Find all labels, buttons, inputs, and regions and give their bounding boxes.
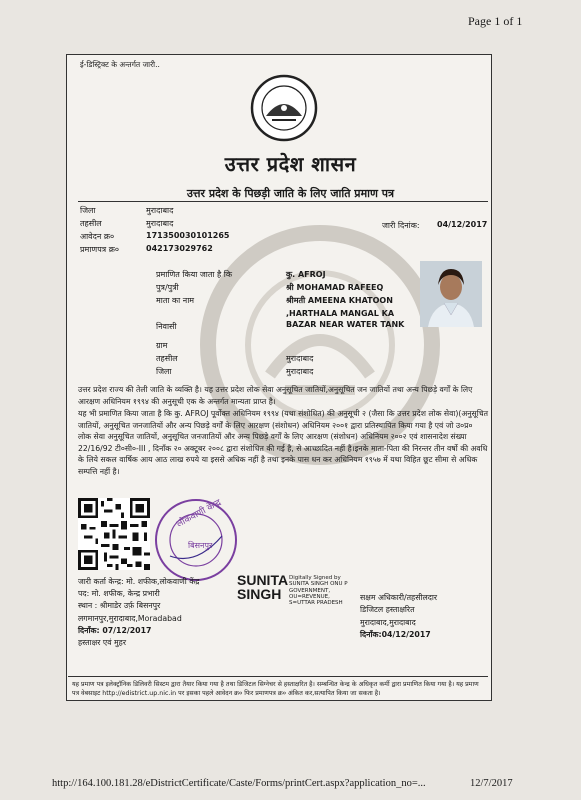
person-district-value: मुरादाबाद xyxy=(286,367,314,376)
issuer-date: दिनाँक: 07/12/2017 xyxy=(78,625,152,635)
issuer-center: जारी कर्ता केन्द्र: मो. शफीक,लोकवाणी केंद्र xyxy=(78,577,200,586)
qr-code xyxy=(78,498,150,570)
officer-digital-signed: डिजिटल हस्ताक्षरित xyxy=(360,605,415,615)
sig-detail-line: SUNITA SINGH ONU P xyxy=(289,581,348,588)
issue-date-value: 04/12/2017 xyxy=(437,220,488,229)
village-label: ग्राम xyxy=(156,341,168,350)
up-government-emblem xyxy=(250,74,318,142)
print-url: http://164.100.181.28/eDistrictCertificate/Caste/Forms/printCert.aspx?application_no=... xyxy=(52,778,426,789)
application-no-value: 171350030101265 xyxy=(146,231,230,240)
father-name: श्री MOHAMAD RAFEEQ xyxy=(286,283,384,292)
issue-date-label: जारी दिनांक: xyxy=(382,221,420,230)
certificate-no-value: 042173029762 xyxy=(146,244,213,253)
footer-note: यह प्रमाण पत्र इलेक्ट्रॉनिक डिलिवरी सिस्टम द्वारा तैयार किया गया है तथा डिजिटल सिग्नेचर से हस्ताक्षरित है। सम्बन्धित केन्द्र के अधिकृत कर्मी द्वारा प्रमाणित किया गया है। यह प्रमाण पत्र वेबसाइट http://edistrict.up.nic.in पर इसका पहले आवेदन क्र० फिर प्रमाणपत्र क्र० अंकित कर,सत्यापित किया जा सकता है। xyxy=(72,681,479,697)
sig-detail-line: GOVERNMENT, xyxy=(289,587,331,594)
signature-details xyxy=(289,575,348,606)
officer-designation: सक्षम अधिकारी/तहसीलदार xyxy=(360,593,438,602)
sig-detail-line: S=UTTAR PRADESH xyxy=(289,600,343,607)
resident-label: निवासी xyxy=(156,322,177,331)
stamp-text: लोकवाणी केन्द्र xyxy=(175,497,224,530)
signer-last-name: SINGH xyxy=(237,586,282,602)
tehsil-value: मुरादाबाद xyxy=(146,219,174,228)
district-value: मुरादाबाद xyxy=(146,206,174,215)
print-date: 12/7/2017 xyxy=(470,778,513,789)
footer-rule xyxy=(68,676,488,677)
officer-location: मुरादाबाद,मुरादाबाद xyxy=(360,617,416,627)
government-heading: उत्तर प्रदेश शासन xyxy=(224,152,357,176)
child-of-label: पुत्र/पुत्री xyxy=(156,283,179,292)
signature-seal-label: हस्ताक्षर एवं मुहर xyxy=(78,638,127,648)
officer-date: दिनाँक:04/12/2017 xyxy=(360,630,431,640)
person-district-label: जिला xyxy=(156,367,172,376)
title-rule xyxy=(78,201,488,202)
signer-first-name: SUNITA xyxy=(237,572,289,588)
applicant-photo xyxy=(420,261,482,327)
certification-paragraph: यह भी प्रमाणित किया जाता है कि कु. AFROJ पूर्वोक्त अधिनियम १९९४ (यथा संशोधित) की अनुसूची २ (जैसा कि उत्तर प्रदेश लोक सेवा)(अनुसूचित जातियों, अनुसूचित जनजातियों और अन्य पिछड़े वर्गों के लिए आरक्षण (संशोधन) अधिनियम २००१ द्वारा प्रतिस्थापित किया गया है एवं जो उ०प्र० लोक सेवा अनुसूचित जातियों, अनुसूचित जनजातियों और अन्य पिछड़े वर्गों के लिए आरक्षण (संशोधन) अधिनियम २००२ एवं शासनादेश संख्या 22/16/92 टी०सी०-III , दिनाँक २० अक्टूबर २००८ द्वारा संशोधित की गई है, से आच्छादित नहीं है।इनके माता-पिता की निरन्तर तीन वर्षो की अवधि के लिये सकल वार्षिक आय आठ लाख रुपये या इससे अधिक नहीं है तथा इनके पास धन कर अधिनियम १९५७ में यथा विहित छूट सीमा से अधिक सम्पत्ति नहीं है। xyxy=(78,409,488,476)
certify-label: प्रमाणित किया जाता है कि xyxy=(156,270,233,279)
page-number: Page 1 of 1 xyxy=(468,14,523,28)
application-no-label: आवेदन क्र० xyxy=(80,232,115,241)
officer-block xyxy=(360,592,437,642)
certificate-no-label: प्रमाणपत्र क्र० xyxy=(80,245,119,254)
person-tehsil-value: मुरादाबाद xyxy=(286,354,314,363)
mother-label: माता का नाम xyxy=(156,296,195,305)
caste-paragraph: उत्तर प्रदेश राज्य की तेली जाति के व्यक्ति है। यह उत्तर प्रदेश लोक सेवा अनुसूचित जातियों,अनुसूचित जन जातियों तथा अन्य पिछड़े वर्गों के लिए आरक्षण अधिनियम १९९४ की अनुसूची एक के अन्तर्गत मान्यता प्राप्त है। xyxy=(78,385,473,406)
tehsil-label: तहसील xyxy=(80,219,102,228)
person-tehsil-label: तहसील xyxy=(156,354,178,363)
district-label: जिला xyxy=(80,206,96,215)
digital-signature xyxy=(237,573,288,601)
certificate-title: उत्तर प्रदेश के पिछड़ी जाति के लिए जाति प्रमाण पत्र xyxy=(186,187,395,200)
sig-detail-line: OU=REVENUE, xyxy=(289,593,330,600)
issuer-address: लगमानपुर,मुरादाबाद,Moradabad xyxy=(78,613,182,623)
stamp-subtext: बिसनपुर xyxy=(188,541,213,550)
sig-detail-line: Digitally Signed by xyxy=(289,575,341,581)
mother-name: श्रीमती AMEENA KHATOON xyxy=(286,296,393,305)
applicant-name: कु. AFROJ xyxy=(286,270,326,279)
address-value: ,HARTHALA MANGAL KA BAZAR NEAR WATER TANK xyxy=(286,309,405,329)
issuer-block xyxy=(78,576,199,649)
issuer-designation: पद: मो. शफीक, केन्द्र प्रभारी xyxy=(78,589,160,599)
top-note: ई-डिस्ट्रिक्ट के अन्तर्गत जारी.. xyxy=(80,60,160,69)
issuer-place: स्थान : श्रीमाडेर उर्फ़ बिसनपुर xyxy=(78,601,161,611)
